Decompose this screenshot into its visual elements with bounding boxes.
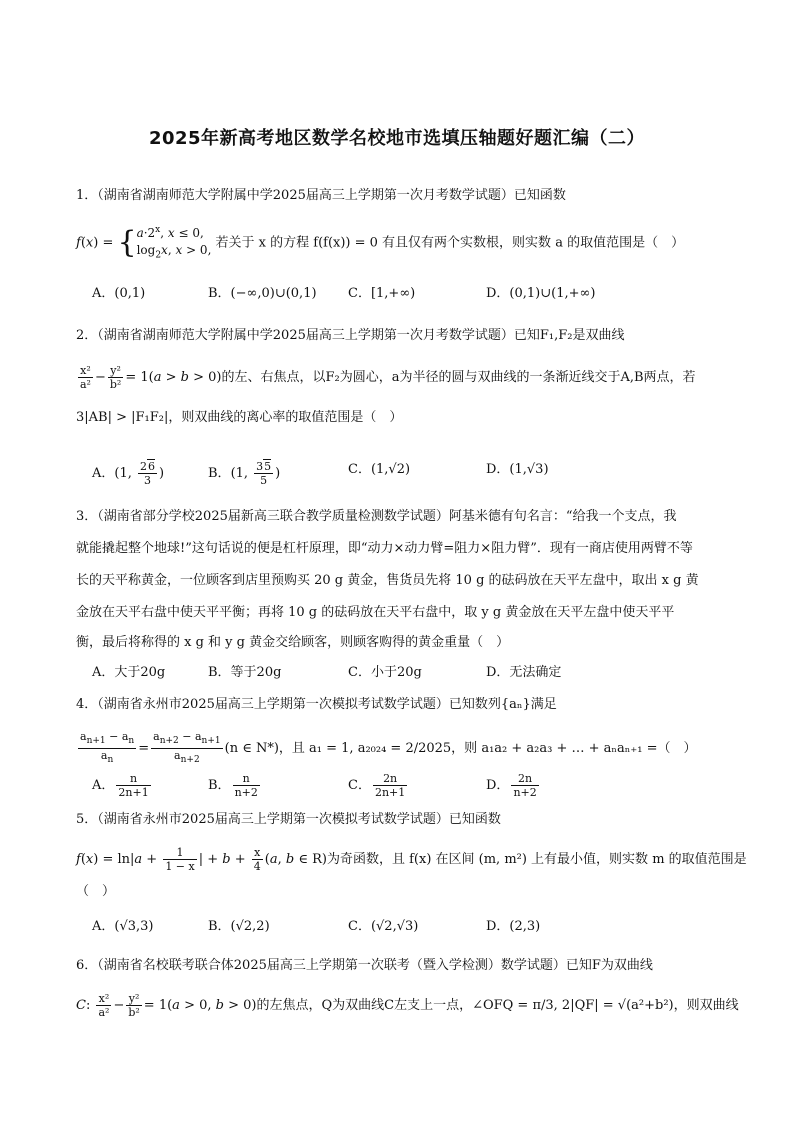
q5-stem: 5．（湖南省永州市2025届高三上学期第一次模拟考试数学试题）已知函数 — [76, 812, 501, 827]
q1-function-line: $f(x) = \{a\cdot 2^x$, x ≤ 0, $\log_2x$, x > 0, 若关于 x 的方程 f(f(x)) = 0 有且仅有两个实数根，则实数 a 的取值范围是（ ） — [76, 225, 685, 261]
q2-option-c: C．(1,√2) — [348, 462, 411, 477]
q4-recurrence: $\frac{a_{n+1} - a_n}{a_n}$ = $\frac{a_{n+2} - a_{n+1}}{a_{n+2}}$ (n ∈ N*)，且 a₁ = 1, a₂₀₂₄ = 2/2025，则 a₁a₂ + a₂a₃ + … + aₙaₙ₊₁ =（ ） — [80, 730, 697, 766]
q2-line2: $\frac{\text{x²}}{\text{a²}}$ − $\frac{\text{y²}}{\text{b²}}$ = 1(a > b > 0)的左、右焦点，以F₂为圆心，a为半径的圆与双曲线的一条渐近线交于A,B两点，若 — [80, 364, 696, 391]
page-title: 2025年新高考地区数学名校地市选填压轴题好题汇编（二） — [148, 128, 646, 149]
q4-stem: 4．（湖南省永州市2025届高三上学期第一次模拟考试数学试题）已知数列{aₙ}满足 — [76, 697, 557, 712]
q2-line3: 3|AB| > |F₁F₂|，则双曲线的离心率的取值范围是（ ） — [76, 410, 403, 425]
q3-line-1: 3．（湖南省部分学校2025届新高三联合教学质量检测数学试题）阿基米德有句名言：“给我一个支点，我 — [76, 509, 677, 524]
q3-line-3: 长的天平称黄金，一位顾客到店里预购买 20 g 黄金，售货员先将 10 g 的砝码放在天平左盘中，取出 x g 黄 — [76, 573, 699, 588]
q3-line-4: 金放在天平右盘中使天平平衡；再将 10 g 的砝码放在天平右盘中，取 y g 黄金放在天平左盘中使天平平 — [76, 605, 675, 620]
q5-option-c: C．(√2,√3) — [348, 919, 419, 934]
q5-option-d: D．(2,3) — [486, 919, 541, 934]
q1-option-c: C．[1,+∞) — [348, 286, 416, 301]
q5-option-a: A．(√3,3) — [92, 919, 154, 934]
q1-option-d: D．(0,1)∪(1,+∞) — [486, 286, 596, 301]
q3-option-b: B．等于20g — [208, 665, 282, 680]
q5-option-b: B．(√2,2) — [208, 919, 270, 934]
q2-option-d: D．(1,√3) — [486, 462, 549, 477]
q3-line-2: 就能撬起整个地球!”这句话说的便是杠杆原理，即“动力×动力臂=阻力×阻力臂”．现有一商店使用两臂不等 — [76, 541, 693, 556]
q3-option-c: C．小于20g — [348, 665, 422, 680]
q1-condition: 若关于 x 的方程 f(f(x)) = 0 有且仅有两个实数根，则实数 a 的取值范围是（ ） — [215, 235, 685, 251]
q2-stem: 2．（湖南省湖南师范大学附属中学2025届高三上学期第一次月考数学试题）已知F₁,F₂是双曲线 — [76, 328, 625, 343]
q6-stem: 6．（湖南省名校联考联合体2025届高三上学期第一次联考（暨入学检测）数学试题）已知F为双曲线 — [76, 958, 653, 973]
q4-option-c: C． $\frac{2n}{2n+1}$ — [348, 772, 406, 799]
q3-option-d: D．无法确定 — [486, 665, 562, 680]
q2-option-a: A．(1, $\frac{26}{3}$ ) — [92, 460, 165, 487]
q5-function-line: f(x) = ln|a + $\frac{1}{1 - x}$ | + b + $\frac{x}{4}$ (a, b ∈ R)为奇函数，且 f(x) 在区间 (m, m²) 上有最小值，则实数 m 的取值范围是 — [76, 846, 747, 873]
q5-line3: （ ） — [76, 884, 116, 899]
q4-option-d: D． $\frac{2n}{n+2}$ — [486, 772, 537, 799]
q4-option-b: B． $\frac{n}{n+2}$ — [208, 772, 258, 799]
q3-line-5: 衡，最后将称得的 x g 和 y g 黄金交给顾客，则顾客购得的黄金重量（ ） — [76, 635, 510, 650]
q2-option-b: B．(1, $\frac{35}{5}$ ) — [208, 460, 281, 487]
q4-option-a: A． $\frac{n}{2n+1}$ — [92, 772, 149, 799]
q6-line2: C: $\frac{\text{x²}}{\text{a²}}$ − $\frac{\text{y²}}{\text{b²}}$ = 1(a > 0, b > 0)的左焦点，Q为双曲线C左支上一点，∠OFQ = π/3, 2|QF| = √(a²+b²)，则双曲线 — [76, 992, 739, 1019]
q1-option-b: B．(−∞,0)∪(0,1) — [208, 286, 317, 301]
q1-option-a: A．(0,1) — [92, 286, 146, 301]
q3-option-a: A．大于20g — [92, 665, 166, 680]
q1-stem: 1．（湖南省湖南师范大学附属中学2025届高三上学期第一次月考数学试题）已知函数 — [76, 188, 566, 203]
